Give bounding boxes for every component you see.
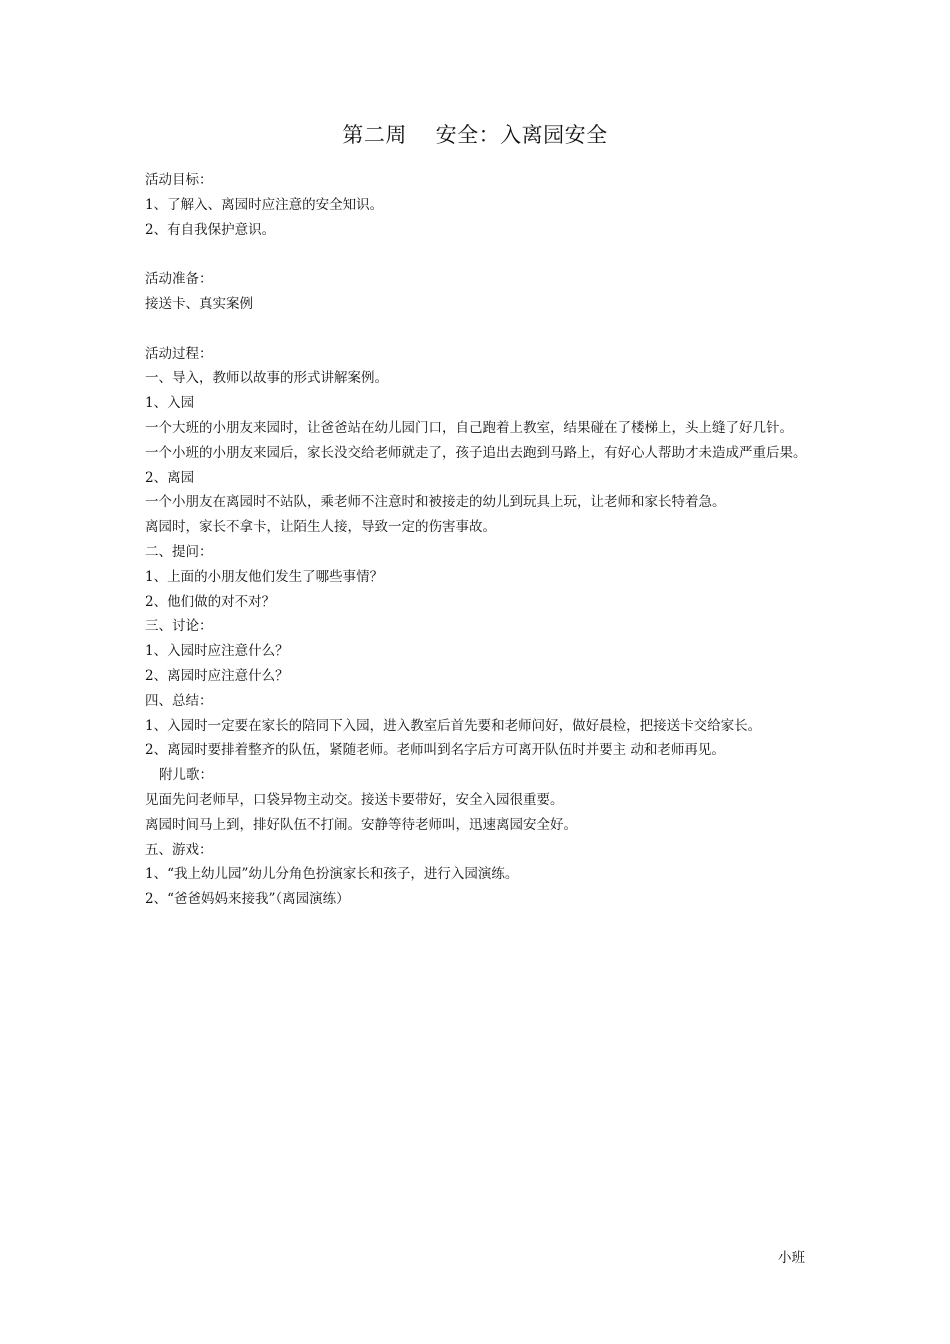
page-title: 第二周 安全：入离园安全	[342, 123, 608, 147]
case-paragraph: 一个小班的小朋友来园后，家长没交给老师就走了，孩子追出去跑到马路上，有好心人帮助才未造成严重后果。	[145, 444, 807, 461]
question-item: 1、上面的小朋友他们发生了哪些事情？	[145, 568, 384, 585]
prep-heading: 活动准备：	[145, 271, 213, 288]
part2-heading: 二、提问：	[145, 543, 213, 560]
game-item: 1、“我上幼儿园”幼儿分角色扮演家长和孩子，进行入园演练。	[145, 866, 519, 883]
case-paragraph: 一个大班的小朋友来园时，让爸爸站在幼儿园门口，自己跑着上教室，结果碰在了楼梯上，头上缝了好几针。	[145, 419, 793, 436]
case-paragraph: 一个小朋友在离园时不站队，乘老师不注意时和被接走的幼儿到玩具上玩，让老师和家长特着急。	[145, 494, 726, 511]
process-heading: 活动过程：	[145, 345, 213, 362]
document-body	[145, 168, 810, 912]
case-paragraph: 离园时，家长不拿卡，让陌生人接，导致一定的伤害事故。	[145, 519, 496, 536]
part1-sub-heading: 2、离园	[145, 469, 195, 486]
part3-heading: 三、讨论：	[145, 618, 213, 635]
discussion-item: 1、入园时应注意什么？	[145, 643, 289, 660]
prep-text: 接送卡、真实案例	[145, 295, 253, 312]
goals-heading: 活动目标：	[145, 172, 213, 188]
summary-item: 2、离园时要排着整齐的队伍，紧随老师。老师叫到名字后方可离开队伍时并要主 动和老师再见。	[145, 742, 725, 759]
summary-item: 1、入园时一定要在家长的陪同下入园，进入教室后首先要和老师问好，做好晨检，把接送卡交给家长。	[145, 717, 762, 734]
part1-heading: 一、导入，教师以故事的形式讲解案例。	[145, 370, 388, 387]
song-line: 离园时间马上到，排好队伍不打闹。安静等待老师叫，迅速离园安全好。	[145, 816, 577, 833]
discussion-item: 2、离园时应注意什么？	[145, 667, 289, 684]
spacer	[145, 317, 810, 342]
page-footer: 小班	[778, 1250, 805, 1266]
question-item: 2、他们做的对不对？	[145, 593, 276, 610]
spacer	[145, 242, 810, 267]
goal-item: 1、了解入、离园时应注意的安全知识。	[145, 196, 384, 213]
game-item: 2、“爸爸妈妈来接我”（离园演练）	[145, 891, 350, 908]
part5-heading: 五、游戏：	[145, 841, 213, 858]
goal-item: 2、有自我保护意识。	[145, 221, 276, 238]
part1-sub-heading: 1、入园	[145, 395, 195, 412]
song-line: 见面先问老师早，口袋异物主动交。接送卡要带好，安全入园很重要。	[145, 791, 564, 808]
song-heading: 附儿歌：	[159, 767, 213, 784]
part4-heading: 四、总结：	[145, 692, 213, 709]
